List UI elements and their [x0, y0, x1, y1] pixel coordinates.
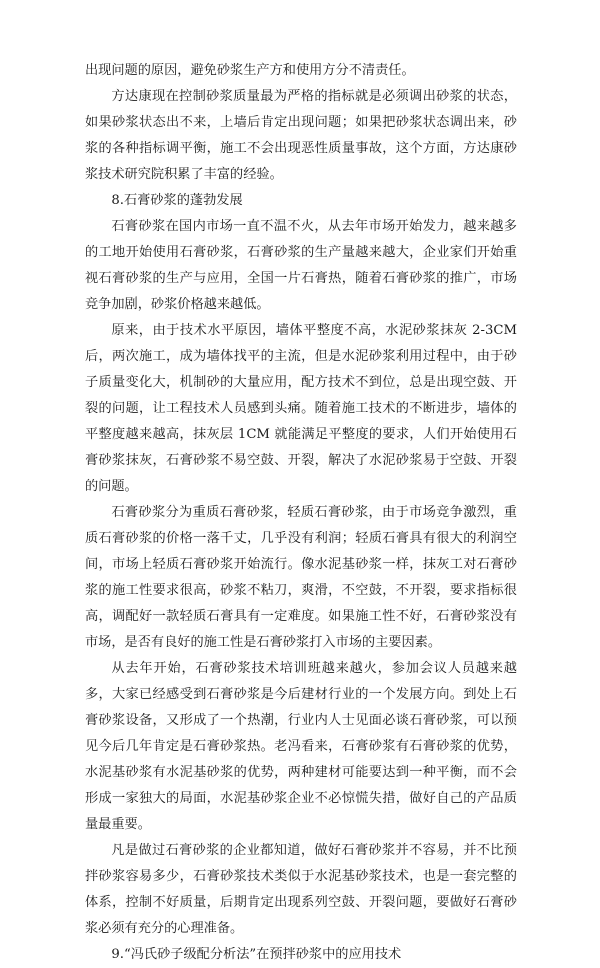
- paragraph-plastering-history: 原来，由于技术水平原因，墙体平整度不高，水泥砂浆抹灰 2-3CM 后，两次施工，成为墙体找平的主流，但是水泥砂浆利用过程中，由于砂子质量变化大，机制砂的大量应用，配方技术不到位，总是出现空鼓、开裂的问题，让工程技术人员感到头痛。随着施工技术的不断进步，墙体的平整度越来越高，抹灰层 1CM 就能满足平整度的要求，人们开始使用石膏砂浆抹灰，石膏砂浆不易空鼓、开裂，解决了水泥砂浆易于空鼓、开裂的问题。: [85, 323, 517, 494]
- paragraph-difficulty: 凡是做过石膏砂浆的企业都知道，做好石膏砂浆并不容易，并不比预拌砂浆容易多少，石膏砂浆技术类似于水泥基砂浆技术，也是一套完整的体系，控制不好质量，后期肯定出现系列空鼓、开裂问题，要做好石膏砂浆必须有充分的心理准备。: [85, 843, 517, 936]
- paragraph-gypsum-market: 石膏砂浆在国内市场一直不温不火，从去年市场开始发力，越来越多的工地开始使用石膏砂浆，石膏砂浆的生产量越来越大，企业家们开始重视石膏砂浆的生产与应用，全国一片石膏热，随着石膏砂浆的推广，市场竞争加剧，砂浆价格越来越低。: [85, 219, 517, 312]
- section-heading-9: 9.“冯氏砂子级配分析法”在预拌砂浆中的应用技术: [111, 947, 402, 962]
- document-body: [85, 58, 517, 968]
- paragraph-gypsum-types: 石膏砂浆分为重质石膏砂浆，轻质石膏砂浆，由于市场竞争激烈，重质石膏砂浆的价格一落千丈，几乎没有利润；轻质石膏具有很大的利润空间，市场上轻质石膏砂浆开始流行。像水泥基砂浆一样，抹灰工对石膏砂浆的施工性要求很高，砂浆不粘刀，爽滑，不空鼓，不开裂，要求指标很高，调配好一款轻质石膏具有一定难度。如果施工性不好，石膏砂浆没有市场，是否有良好的施工性是石膏砂浆打入市场的主要因素。: [85, 505, 517, 650]
- section-heading-8: 8.石膏砂浆的蓬勃发展: [111, 193, 243, 208]
- paragraph-continued: 出现问题的原因，避免砂浆生产方和使用方分不清责任。: [85, 63, 415, 78]
- paragraph-training-trend: 从去年开始，石膏砂浆技术培训班越来越火，参加会议人员越来越多，大家已经感受到石膏砂浆是今后建材行业的一个发展方向。到处上石膏砂浆设备，又形成了一个热潮，行业内人士见面必谈石膏砂浆，可以预见今后几年肯定是石膏砂浆热。老冯看来，石膏砂浆有石膏砂浆的优势，水泥基砂浆有水泥基砂浆的优势，两种建材可能要达到一种平衡，而不会形成一家独大的局面，水泥基砂浆企业不必惊慌失措，做好自己的产品质量最重要。: [85, 661, 517, 832]
- paragraph-quality-control: 方达康现在控制砂浆质量最为严格的指标就是必须调出砂浆的状态，如果砂浆状态出不来，上墙后肯定出现问题；如果把砂浆状态调出来，砂浆的各种指标调平衡，施工不会出现恶性质量事故，这个方面，方达康砂浆技术研究院积累了丰富的经验。: [85, 89, 517, 182]
